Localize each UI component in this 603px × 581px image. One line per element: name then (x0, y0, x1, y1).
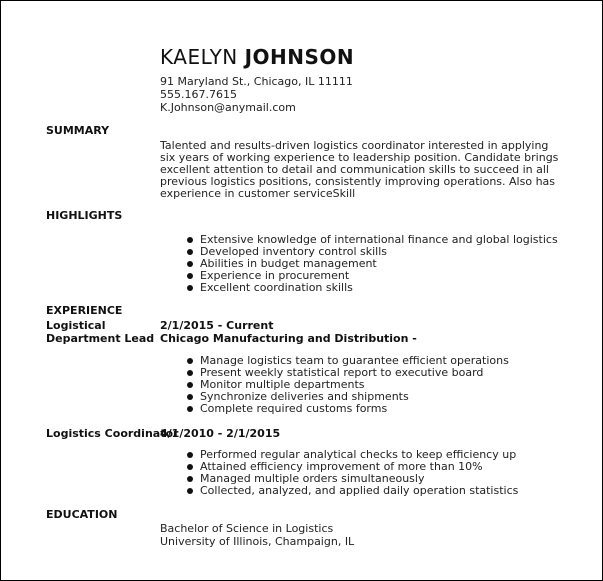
list-item: Complete required customs forms (160, 403, 509, 415)
list-item: Monitor multiple departments (160, 379, 509, 391)
job-title-line: Logistical (46, 319, 106, 332)
job-bullets (160, 355, 509, 415)
summary-heading: SUMMARY (46, 124, 110, 137)
experience-heading: EXPERIENCE (46, 304, 123, 317)
highlights-heading: HIGHLIGHTS (46, 209, 123, 222)
phone: 555.167.7615 (160, 88, 237, 101)
job-title-line: Department Lead (46, 332, 155, 345)
education-heading: EDUCATION (46, 508, 118, 521)
summary-text (160, 140, 560, 200)
job-dates: 2/1/2015 - Current (160, 319, 274, 332)
address: 91 Maryland St., Chicago, IL 11111 (160, 75, 353, 88)
job-dates: 4/1/2010 - 2/1/2015 (160, 427, 281, 440)
list-item: Manage logistics team to guarantee efficient operations (160, 355, 509, 367)
summary-paragraph: Talented and results-driven logistics coordinator interested in applying six years of working experience to leadership position. Candidate brings excellent attention to detail and communication skills to succeed in all previous logistics positions, consistently improving operations. Also has experience in customer serviceSkill (160, 139, 559, 200)
list-item: Performed regular analytical checks to keep efficiency up (160, 449, 518, 461)
job-title: Logistics Coordinator (46, 427, 179, 440)
highlights-list (160, 234, 558, 294)
list-item: Synchronize deliveries and shipments (160, 391, 509, 403)
last-name: JOHNSON (244, 45, 355, 69)
job-bullets (160, 449, 518, 497)
list-item: Excellent coordination skills (160, 282, 558, 294)
degree: Bachelor of Science in Logistics (160, 522, 334, 535)
list-item: Managed multiple orders simultaneously (160, 473, 518, 485)
list-item: Attained efficiency improvement of more than 10% (160, 461, 518, 473)
list-item: Developed inventory control skills (160, 246, 558, 258)
list-item: Experience in procurement (160, 270, 558, 282)
list-item: Abilities in budget management (160, 258, 558, 270)
list-item: Present weekly statistical report to executive board (160, 367, 509, 379)
list-item: Collected, analyzed, and applied daily operation statistics (160, 485, 518, 497)
candidate-name (160, 45, 354, 69)
list-item: Extensive knowledge of international finance and global logistics (160, 234, 558, 246)
email[interactable]: K.Johnson@anymail.com (160, 101, 296, 114)
job-company: Chicago Manufacturing and Distribution - (160, 332, 417, 345)
first-name: KAELYN (160, 45, 238, 69)
contact-info (160, 76, 353, 115)
education-details (160, 523, 354, 549)
school: University of Illinois, Champaign, IL (160, 535, 355, 548)
